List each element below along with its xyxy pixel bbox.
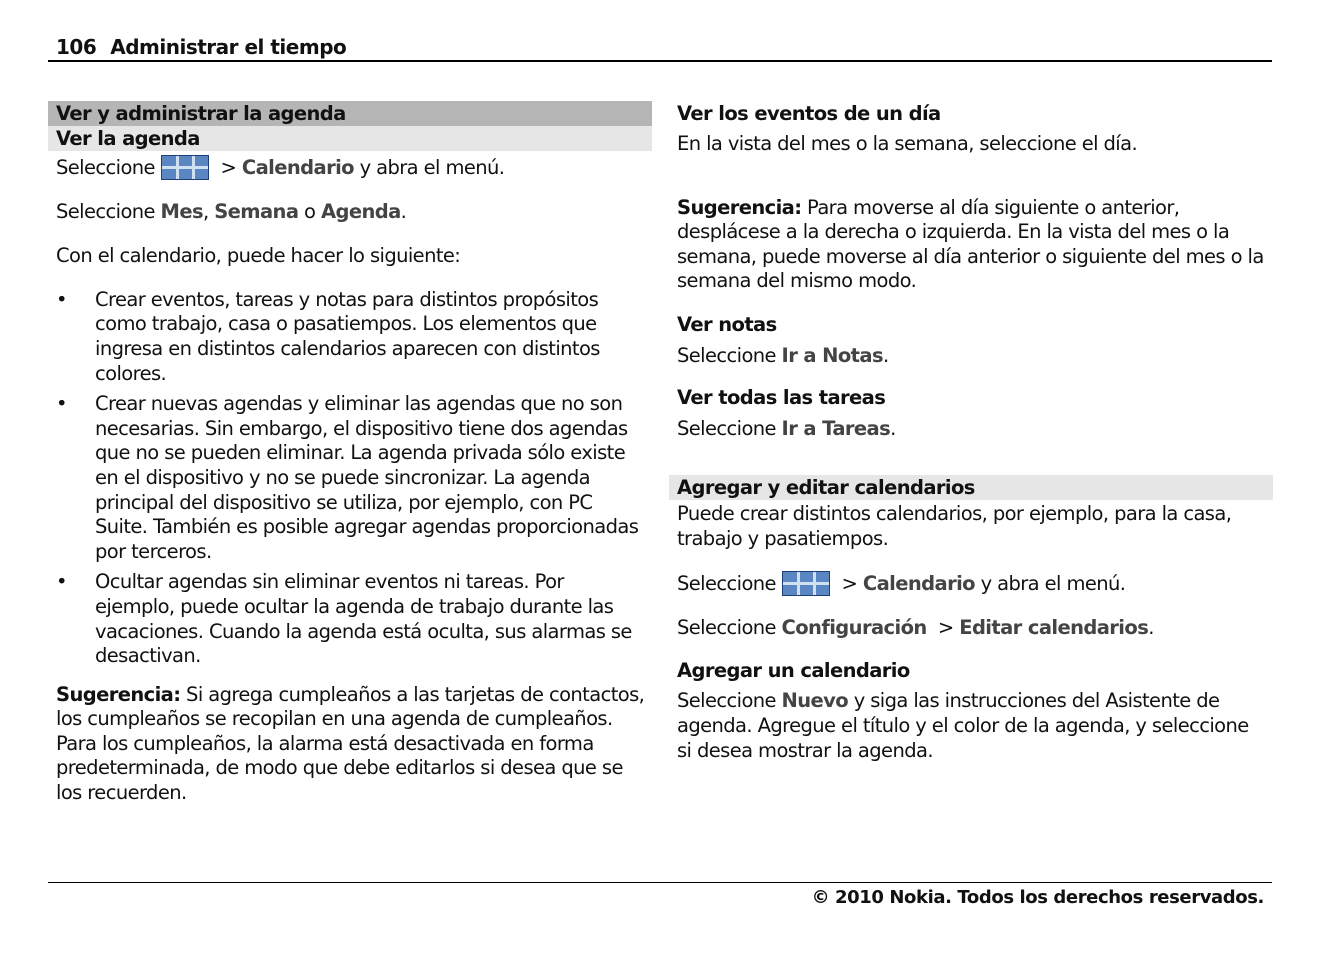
text: > [220, 156, 237, 179]
tip-label: Sugerencia: [56, 682, 181, 706]
text: Seleccione [56, 156, 155, 179]
text: Seleccione [56, 199, 155, 223]
text: o [304, 199, 316, 223]
heading-add-calendar: Agregar un calendario [677, 658, 910, 682]
text: . [882, 343, 889, 367]
ui-agenda: Agenda [320, 199, 401, 223]
ui-ir-a-notas: Ir a Notas [781, 343, 883, 367]
page-title: Administrar el tiempo [110, 35, 347, 59]
tip-text: Si agrega cumpleaños a las tarjetas de contactos, los cumpleaños se recopilan en una agenda de cumpleaños. Para los cumpleaños, la alarma está desactivada en forma predeterminada, de modo que debe editarlos si desea que se los recuerden. [56, 682, 645, 805]
text: . [1148, 616, 1154, 640]
paragraph-select-settings [669, 616, 1273, 641]
paragraph-intro: Con el calendario, puede hacer lo siguiente: [56, 244, 461, 268]
text: , [202, 199, 209, 223]
text: Seleccione [677, 343, 776, 367]
heading-notes: Ver notas [677, 312, 777, 336]
paragraph-day-events: En la vista del mes o la semana, seleccione el día. [677, 132, 1138, 155]
list-item: • Ocultar agendas sin eliminar eventos ni tareas. Por ejemplo, puede ocultar la agenda de trabajo durante las vacaciones. Cuando la agenda está oculta, sus alarmas se desactivan. [48, 570, 652, 668]
left-column [48, 101, 652, 806]
ui-nuevo: Nuevo [781, 689, 849, 713]
text: Seleccione [677, 416, 776, 440]
paragraph-select-view [48, 200, 652, 225]
ui-ir-a-tareas: Ir a Tareas [781, 416, 891, 440]
tip-text: Para moverse al día siguiente o anterior, desplácese a la derecha o izquierda. En la vista del mes o la semana, puede moverse al día anterior o siguiente del mes o la semana del mismo modo. [677, 195, 1264, 293]
heading-day-events: Ver los eventos de un día [677, 102, 941, 125]
text: . [890, 416, 896, 440]
ui-semana: Semana [214, 199, 299, 223]
section-title: Ver y administrar la agenda [48, 101, 652, 126]
page-number: 106 [56, 35, 97, 59]
text: . [400, 199, 407, 223]
paragraph-select-calendar [48, 155, 652, 181]
section-title-calendars: Agregar y editar calendarios [669, 475, 1273, 500]
paragraph-add-calendar [669, 689, 1273, 763]
right-column [669, 101, 1273, 763]
paragraph-create: Puede crear distintos calendarios, por ejemplo, para la casa, trabajo y pasatiempos. [677, 502, 1232, 550]
tip-paragraph-right [669, 196, 1273, 294]
footer-divider [48, 882, 1272, 883]
bullet-list [48, 288, 652, 669]
footer-copyright: © 2010 Nokia. Todos los derechos reservados. [811, 887, 1264, 908]
tip-label: Sugerencia: [677, 195, 802, 219]
heading-tasks: Ver todas las tareas [677, 386, 886, 410]
text: > [937, 616, 954, 640]
text: Seleccione [677, 616, 776, 640]
paragraph-tasks [669, 417, 1273, 442]
list-item: • Crear nuevas agendas y eliminar las agendas que no son necesarias. Sin embargo, el dispositivo tiene dos agendas que no se pueden eliminar. La agenda privada sólo existe en el dispositivo y no se puede sincronizar. La agenda principal del dispositivo se utiliza, por ejemplo, con PC Suite. También es posible agregar agendas proporcionadas por terceros. [48, 392, 652, 564]
menu-grid-icon [782, 571, 830, 596]
list-item: • Crear eventos, tareas y notas para distintos propósitos como trabajo, casa o pasatiempos. Los elementos que ingresa en distintos calendarios aparecen con distintos colores. [48, 288, 652, 386]
page-header [48, 34, 1272, 62]
text: y abra el menú. [980, 571, 1126, 595]
text: Seleccione [677, 571, 776, 595]
paragraph-select-calendar-right [669, 571, 1273, 597]
ui-calendario: Calendario [241, 156, 354, 179]
text: y siga las instrucciones del Asistente de agenda. Agregue el título y el color de la agenda, y seleccione si desea mostrar la agenda. [677, 689, 1249, 762]
ui-mes: Mes [160, 199, 203, 223]
text: Seleccione [677, 689, 776, 713]
subsection-title: Ver la agenda [48, 126, 652, 151]
tip-paragraph [48, 683, 652, 806]
text: y abra el menú. [359, 156, 505, 179]
ui-calendario: Calendario [862, 571, 975, 595]
paragraph-notes [669, 344, 1273, 369]
ui-editar-calendarios: Editar calendarios [959, 616, 1149, 640]
menu-grid-icon [161, 155, 209, 180]
ui-configuracion: Configuración [781, 616, 927, 640]
text: > [841, 571, 858, 595]
